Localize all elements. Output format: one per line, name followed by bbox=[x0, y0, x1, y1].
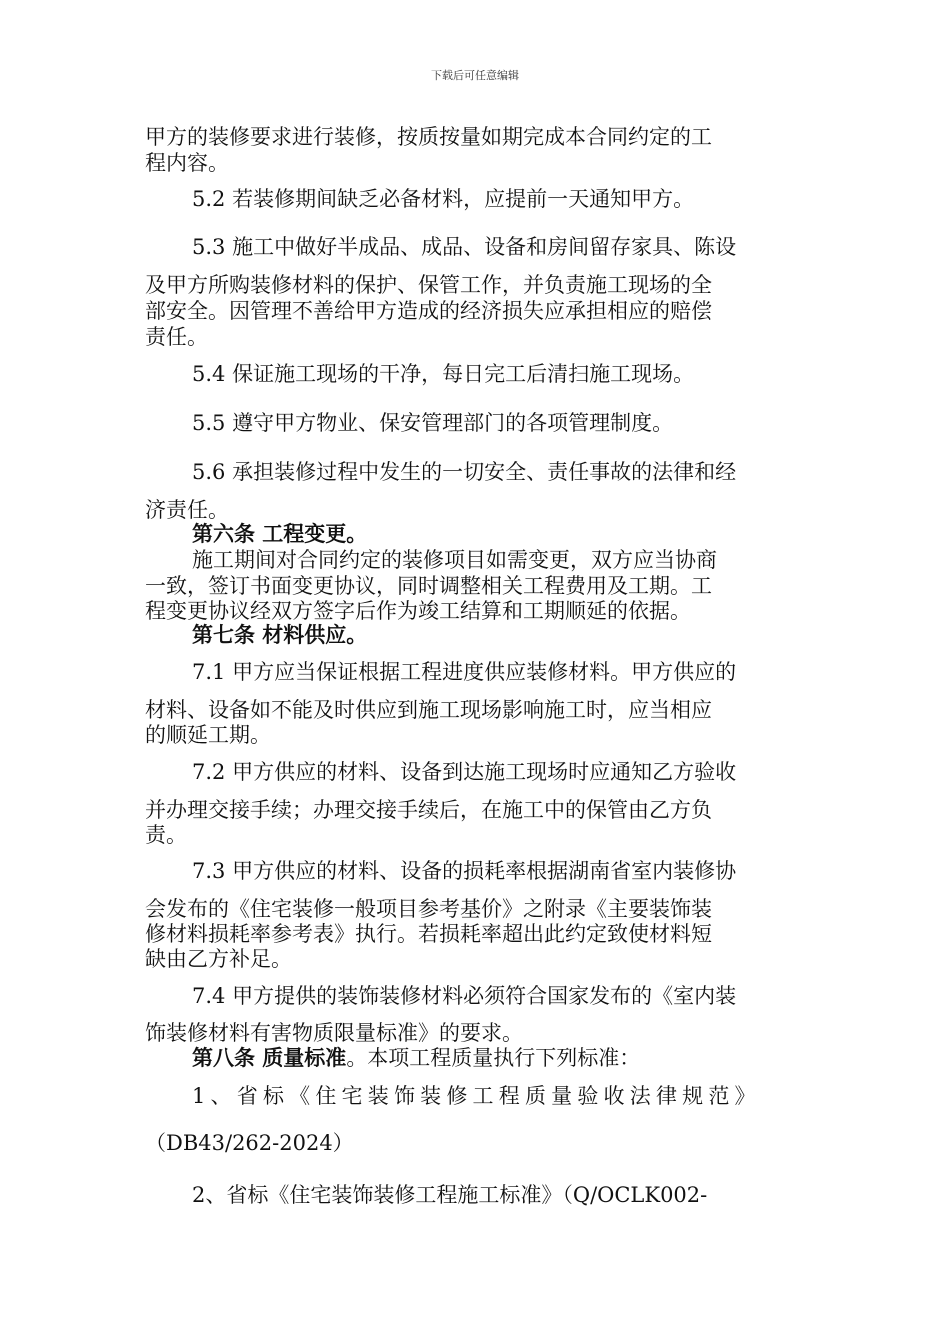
paragraph-line: 材料、设备如不能及时供应到施工现场影响施工时，应当相应 bbox=[145, 698, 712, 722]
paragraph-line: 施工期间对合同约定的装修项目如需变更，双方应当协商 bbox=[192, 548, 717, 572]
paragraph-line: 饰装修材料有害物质限量标准》的要求。 bbox=[145, 1021, 523, 1045]
paragraph-line: 缺由乙方补足。 bbox=[145, 947, 292, 971]
paragraph-line: 修材料损耗率参考表》执行。若损耗率超出此约定致使材料短 bbox=[145, 922, 712, 946]
clause-5-5: 5.5 遵守甲方物业、保安管理部门的各项管理制度。 bbox=[192, 411, 674, 435]
page-header: 下载后可任意编辑 bbox=[431, 69, 519, 82]
paragraph-line: 济责任。 bbox=[145, 498, 229, 522]
paragraph-line: 一致，签订书面变更协议，同时调整相关工程费用及工期。工 bbox=[145, 574, 712, 598]
paragraph-line: 责。 bbox=[145, 823, 187, 847]
article-7-heading: 第七条 材料供应。 bbox=[192, 622, 368, 647]
paragraph-line: 甲方的装修要求进行装修，按质按量如期完成本合同约定的工 bbox=[145, 125, 712, 149]
standard-item-1-code: （DB43/262-2024） bbox=[145, 1131, 354, 1155]
clause-5-6: 5.6 承担装修过程中发生的一切安全、责任事故的法律和经 bbox=[192, 460, 737, 484]
clause-7-4: 7.4 甲方提供的装饰装修材料必须符合国家发布的《室内装 bbox=[192, 984, 737, 1008]
standard-item-2: 2、省标《住宅装饰装修工程施工标准》（Q/OCLK002- bbox=[192, 1183, 708, 1207]
clause-7-1: 7.1 甲方应当保证根据工程进度供应装修材料。甲方供应的 bbox=[192, 660, 737, 684]
clause-5-2: 5.2 若装修期间缺乏必备材料，应提前一天通知甲方。 bbox=[192, 187, 695, 211]
article-6-heading: 第六条 工程变更。 bbox=[192, 521, 368, 546]
paragraph-line: 部安全。因管理不善给甲方造成的经济损失应承担相应的赔偿 bbox=[145, 299, 712, 323]
paragraph-line: 并办理交接手续；办理交接手续后，在施工中的保管由乙方负 bbox=[145, 798, 712, 822]
paragraph-line: 的顺延工期。 bbox=[145, 723, 271, 747]
paragraph-line: 会发布的《住宅装修一般项目参考基价》之附录《主要装饰装 bbox=[145, 897, 712, 921]
article-8-line bbox=[192, 1045, 640, 1071]
paragraph-line: 程内容。 bbox=[145, 151, 229, 175]
standard-item-1: 1、省标《住宅装饰装修工程质量验收法律规范》 bbox=[192, 1084, 761, 1108]
article-8-heading: 第八条 质量标准 bbox=[192, 1045, 347, 1070]
paragraph-line: 及甲方所购装修材料的保护、保管工作，并负责施工现场的全 bbox=[145, 273, 712, 297]
clause-7-3: 7.3 甲方供应的材料、设备的损耗率根据湖南省室内装修协 bbox=[192, 859, 737, 883]
clause-5-4: 5.4 保证施工现场的干净，每日完工后清扫施工现场。 bbox=[192, 362, 695, 386]
article-8-text: 。本项工程质量执行下列标准： bbox=[346, 1046, 641, 1070]
clause-7-2: 7.2 甲方供应的材料、设备到达施工现场时应通知乙方验收 bbox=[192, 760, 737, 784]
clause-5-3: 5.3 施工中做好半成品、成品、设备和房间留存家具、陈设 bbox=[192, 235, 737, 259]
paragraph-line: 责任。 bbox=[145, 325, 208, 349]
paragraph-line: 程变更协议经双方签字后作为竣工结算和工期顺延的依据。 bbox=[145, 599, 691, 623]
